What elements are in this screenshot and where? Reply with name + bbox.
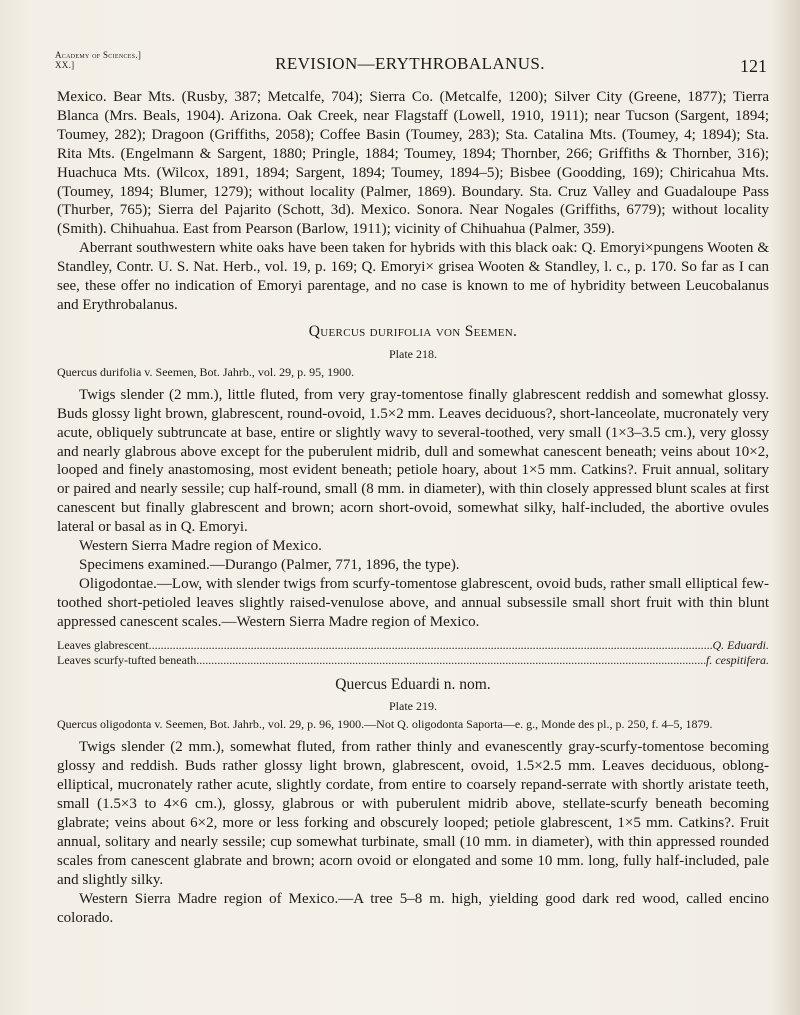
synonym-citation-eduardi: Quercus oligodonta v. Seemen, Bot. Jahrb., vol. 29, p. 96, 1900.—Not Q. oligodonta Saporta—e. g., Monde des pl., p. 250, f. 4–5, 1879.	[57, 717, 713, 732]
oligodontae-group-description: Oligodontae.—Low, with slender twigs from scurfy-tomentose glabrescent, ovoid buds, rather small elliptical few-toothed short-petioled leaves slightly raised-venulose above, and annual subsessile small short fruit with thin blunt appressed canescent scales.—Western Sierra Madre region of Mexico.	[57, 575, 769, 630]
specimens-durifolia: Specimens examined.—Durango (Palmer, 771, 1896, the type).	[79, 556, 460, 573]
page-number: 121	[740, 56, 767, 76]
range-eduardi: Western Sierra Madre region of Mexico.—A tree 5–8 m. high, yielding good dark red wood, called encino colorado.	[57, 890, 769, 926]
key-line-1	[57, 638, 769, 653]
key-label-1: Leaves glabrescent	[57, 637, 149, 652]
key-line-2	[57, 653, 769, 668]
section-heading-durifolia: Quercus durifolia von Seemen.	[308, 322, 518, 340]
journal-name	[55, 50, 141, 70]
key-result-1: Q. Eduardi.	[712, 637, 769, 652]
journal-line-2: XX.]	[55, 60, 75, 70]
key-result-2: f. cespitifera.	[706, 652, 769, 667]
running-title: REVISION—ERYTHROBALANUS.	[275, 54, 545, 73]
key-label-2: Leaves scurfy-tufted beneath	[57, 652, 197, 667]
key-leader-1	[149, 638, 713, 653]
section-heading-eduardi: Quercus Eduardi n. nom.	[335, 675, 491, 693]
range-durifolia: Western Sierra Madre region of Mexico.	[79, 538, 322, 555]
plate-label-218: Plate 218.	[389, 346, 437, 361]
page-header	[55, 48, 767, 88]
description-durifolia: Twigs slender (2 mm.), little fluted, from very gray-tomentose finally glabrescent reddish and somewhat glossy. Buds glossy light brown, glabrescent, round-ovoid, 1.5×2 mm. Leaves deciduous?, short-lanceolate, mucronately very acute, obliquely subtruncate at base, entire or slightly wavy to several-toothed, very small (1×3–3.5 cm.), very glossy and nearly glabrous above except for the puberulent midrib, dull and somewhat canescent beneath; veins about 10×2, looped and finely anastomosing, most evident beneath; petiole hoary, about 1×5 mm. Catkins?. Fruit annual, solitary or paired and nearly sessile; cup half-round, small (8 mm. in diameter), with thin closely appressed blunt scales at first canescent but finally glabrescent and brown; acorn short-ovoid, somewhat silky, half-included, the abortive ovules lateral or basal as in Q. Emoryi.	[57, 386, 769, 536]
specimens-paragraph: Mexico. Bear Mts. (Rusby, 387; Metcalfe, 704); Sierra Co. (Metcalfe, 1200); Silver City (Greene, 1877); Tierra Blanca (Mrs. Beals, 1904). Arizona. Oak Creek, near Flagstaff (Lowell, 1910, 1911); near Tucson (Sargent, 1894; Toumey, 282); Dragoon (Griffiths, 2058); Coffee Basin (Toumey, 283); Sta. Catalina Mts. (Toumey, 4; 1894); Sta. Rita Mts. (Engelmann & Sargent, 1880; Pringle, 1884; Toumey, 1894; Thornber, 266; Griffiths & Thornber, 316); Huachuca Mts. (Wilcox, 1891, 1894; Sargent, 1894; Toumey, 1894–5); Bisbee (Goodding, 169); Chiricahua Mts. (Toumey, 1894; Blumer, 1279); without locality (Palmer, 1869). Boundary. Sta. Cruz Valley and Guadaloupe Pass (Thurber, 765); Sierra del Pajarito (Schott, 3d). Mexico. Sonora. Near Nogales (Griffiths, 6779); without locality (Smith). Chihuahua. East from Pearson (Barlow, 1911); vicinity of Chihuahua (Palmer, 359).	[57, 89, 769, 238]
description-eduardi: Twigs slender (2 mm.), somewhat fluted, from rather thinly and evanescently gray-scurfy-tomentose becoming glossy and reddish. Buds rather glossy light brown, glabrescent, ovoid, 1.5×2.5 mm. Leaves deciduous, oblong-elliptical, mucronately rather acute, slightly cordate, from entire to coarsely repand-serrate with shortly aristate teeth, small (1.5×3 to 4×6 cm.), glossy, glabrous or with puberulent midrib above, stellate-scurfy beneath becoming glabrate; veins about 6×2, more or less forking and obscurely looped; petiole glabrescent, 1×5 mm. Catkins?. Fruit annual, solitary and nearly sessile; cup somewhat turbinate, small (10 mm. in diameter), with thin appressed rounded scales from canescent glabrate and brown; acorn ovoid or elongated and some 10 mm. long, fully half-included, pale and slightly silky.	[57, 739, 769, 888]
key-leader-2	[196, 653, 706, 668]
journal-line-1: Academy of Sciences.]	[55, 50, 142, 60]
page-body	[57, 88, 769, 928]
synonym-citation-durifolia: Quercus durifolia v. Seemen, Bot. Jahrb., vol. 29, p. 95, 1900.	[57, 364, 355, 379]
plate-label-219: Plate 219.	[389, 699, 437, 714]
hybrid-note-paragraph: Aberrant southwestern white oaks have been taken for hybrids with this black oak: Q. Emoryi×pungens Wooten & Standley, Contr. U. S. Nat. Herb., vol. 19, p. 169; Q. Emoryi× grisea Wooten & Standley, l. c., p. 170. So far as I can see, these offer no indication of Emoryi parentage, and no case is known to me of hybridity between Leucobalanus and Erythrobalanus.	[57, 240, 769, 313]
